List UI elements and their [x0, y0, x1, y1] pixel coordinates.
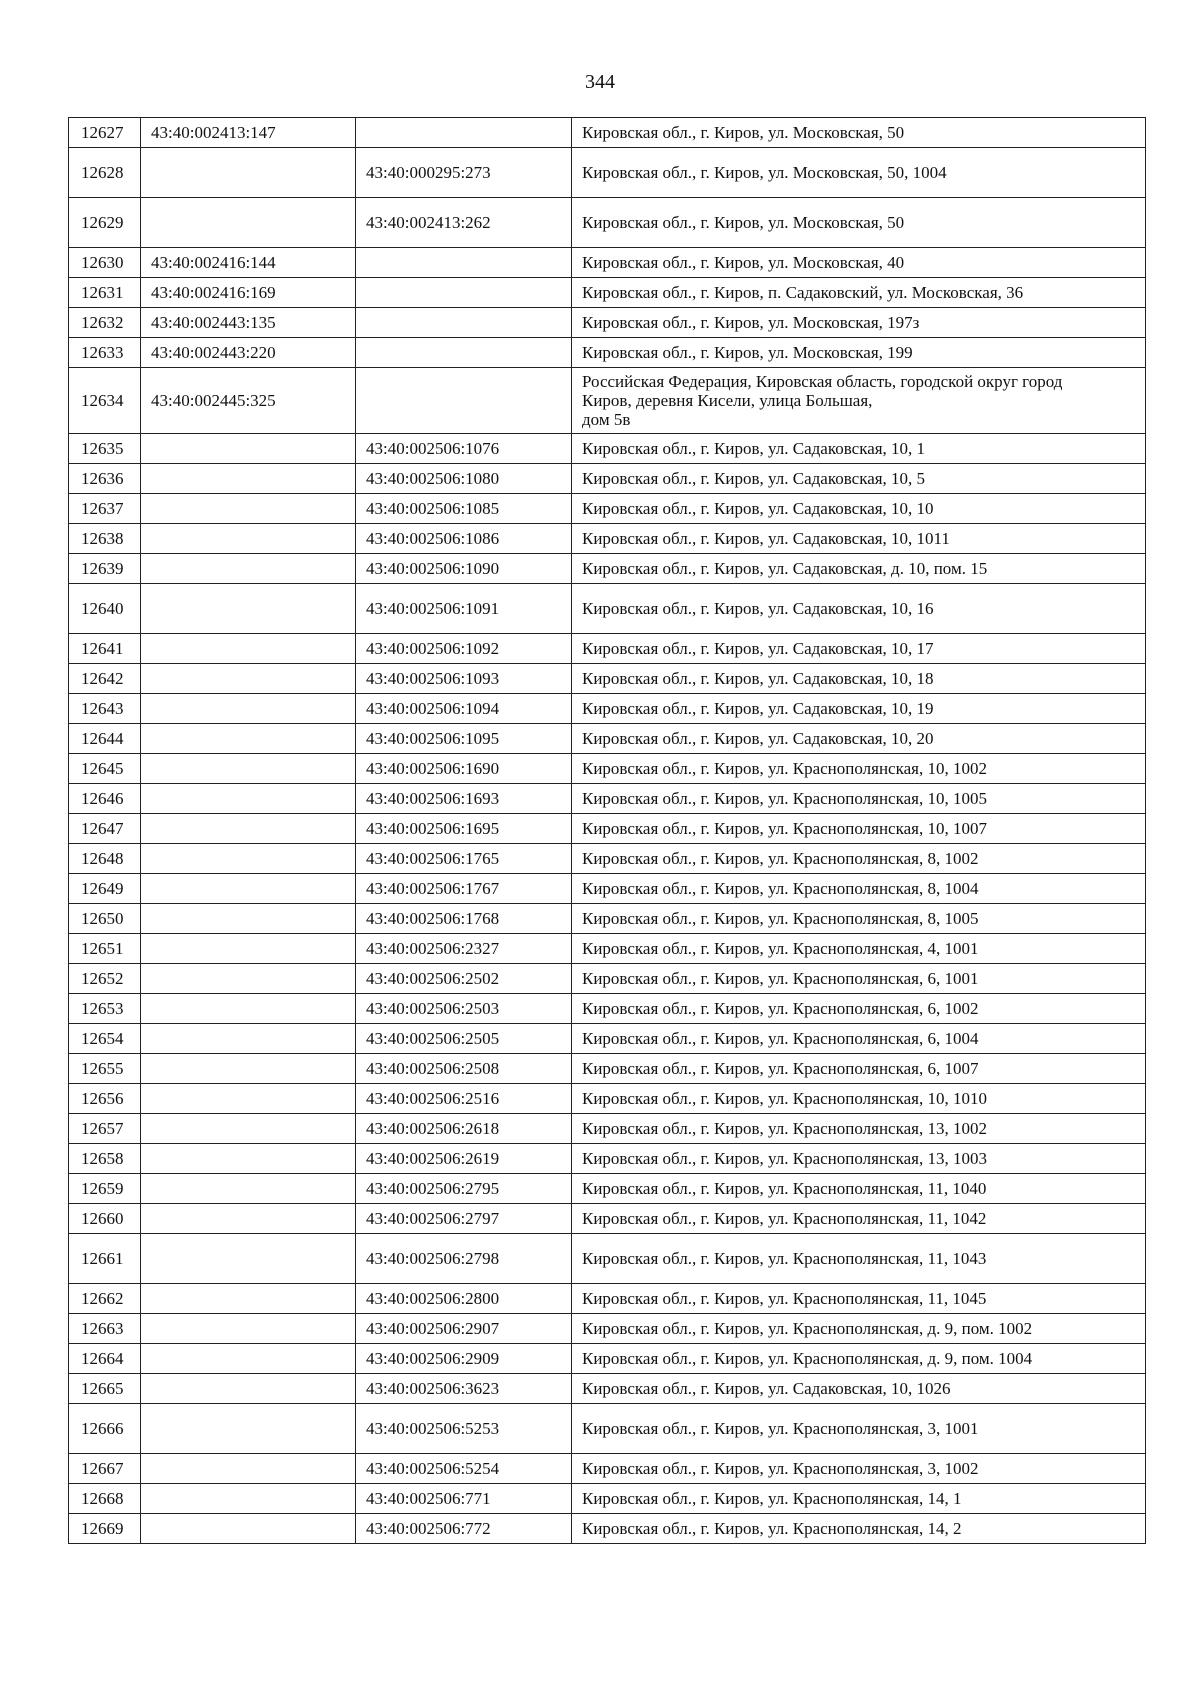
table-row — [69, 1484, 1146, 1514]
object-cadastral-number: 43:40:002506:771 — [356, 1484, 572, 1514]
address: Кировская обл., г. Киров, ул. Краснополянская, 10, 1007 — [572, 814, 1146, 844]
row-number: 12635 — [69, 434, 141, 464]
table-row — [69, 118, 1146, 148]
land-cadastral-number — [141, 1374, 356, 1404]
address: Кировская обл., г. Киров, ул. Садаковская, 10, 5 — [572, 464, 1146, 494]
address: Кировская обл., г. Киров, ул. Краснополянская, 10, 1005 — [572, 784, 1146, 814]
object-cadastral-number: 43:40:002506:1093 — [356, 664, 572, 694]
address: Кировская обл., г. Киров, ул. Краснополянская, 14, 1 — [572, 1484, 1146, 1514]
table-row — [69, 994, 1146, 1024]
object-cadastral-number: 43:40:002506:5254 — [356, 1454, 572, 1484]
address: Кировская обл., г. Киров, ул. Краснополянская, 11, 1043 — [572, 1234, 1146, 1284]
table-row — [69, 198, 1146, 248]
table-row — [69, 148, 1146, 198]
address: Кировская обл., г. Киров, ул. Московская, 50 — [572, 118, 1146, 148]
object-cadastral-number: 43:40:000295:273 — [356, 148, 572, 198]
land-cadastral-number — [141, 934, 356, 964]
object-cadastral-number: 43:40:002506:1767 — [356, 874, 572, 904]
table-row — [69, 1084, 1146, 1114]
object-cadastral-number: 43:40:002506:2503 — [356, 994, 572, 1024]
land-cadastral-number: 43:40:002443:135 — [141, 308, 356, 338]
land-cadastral-number — [141, 1234, 356, 1284]
row-number: 12655 — [69, 1054, 141, 1084]
table-row — [69, 1514, 1146, 1544]
table-row — [69, 1174, 1146, 1204]
table-row — [69, 1054, 1146, 1084]
object-cadastral-number — [356, 368, 572, 434]
row-number: 12668 — [69, 1484, 141, 1514]
address: Кировская обл., г. Киров, ул. Краснополянская, 10, 1010 — [572, 1084, 1146, 1114]
table-row — [69, 1144, 1146, 1174]
row-number: 12628 — [69, 148, 141, 198]
land-cadastral-number — [141, 198, 356, 248]
address: Кировская обл., г. Киров, ул. Краснополянская, 4, 1001 — [572, 934, 1146, 964]
row-number: 12629 — [69, 198, 141, 248]
row-number: 12637 — [69, 494, 141, 524]
address: Кировская обл., г. Киров, ул. Краснополянская, 8, 1005 — [572, 904, 1146, 934]
address — [572, 368, 1146, 434]
row-number: 12650 — [69, 904, 141, 934]
address: Кировская обл., г. Киров, ул. Краснополянская, 13, 1003 — [572, 1144, 1146, 1174]
object-cadastral-number: 43:40:002506:2907 — [356, 1314, 572, 1344]
row-number: 12652 — [69, 964, 141, 994]
land-cadastral-number — [141, 1084, 356, 1114]
land-cadastral-number — [141, 1404, 356, 1454]
object-cadastral-number: 43:40:002506:2327 — [356, 934, 572, 964]
table-row — [69, 1454, 1146, 1484]
table-row — [69, 308, 1146, 338]
land-cadastral-number: 43:40:002413:147 — [141, 118, 356, 148]
row-number: 12648 — [69, 844, 141, 874]
row-number: 12644 — [69, 724, 141, 754]
object-cadastral-number — [356, 248, 572, 278]
land-cadastral-number — [141, 148, 356, 198]
land-cadastral-number — [141, 874, 356, 904]
table-row — [69, 634, 1146, 664]
row-number: 12658 — [69, 1144, 141, 1174]
land-cadastral-number — [141, 1514, 356, 1544]
land-cadastral-number — [141, 554, 356, 584]
table-row — [69, 1284, 1146, 1314]
table-row — [69, 1114, 1146, 1144]
table-row — [69, 814, 1146, 844]
object-cadastral-number: 43:40:002506:1091 — [356, 584, 572, 634]
table-row — [69, 844, 1146, 874]
land-cadastral-number — [141, 904, 356, 934]
table-row — [69, 1024, 1146, 1054]
object-cadastral-number: 43:40:002506:1693 — [356, 784, 572, 814]
object-cadastral-number — [356, 118, 572, 148]
land-cadastral-number — [141, 814, 356, 844]
row-number: 12669 — [69, 1514, 141, 1544]
object-cadastral-number: 43:40:002506:772 — [356, 1514, 572, 1544]
row-number: 12636 — [69, 464, 141, 494]
address: Кировская обл., г. Киров, ул. Садаковская, 10, 1 — [572, 434, 1146, 464]
land-cadastral-number — [141, 964, 356, 994]
object-cadastral-number: 43:40:002413:262 — [356, 198, 572, 248]
address: Кировская обл., г. Киров, ул. Садаковская, 10, 18 — [572, 664, 1146, 694]
row-number: 12662 — [69, 1284, 141, 1314]
registry-table-body — [69, 118, 1146, 1544]
object-cadastral-number: 43:40:002506:2797 — [356, 1204, 572, 1234]
object-cadastral-number: 43:40:002506:1094 — [356, 694, 572, 724]
object-cadastral-number: 43:40:002506:1090 — [356, 554, 572, 584]
address: Кировская обл., г. Киров, ул. Краснополянская, 6, 1001 — [572, 964, 1146, 994]
address: Кировская обл., г. Киров, ул. Садаковская, 10, 1011 — [572, 524, 1146, 554]
row-number: 12640 — [69, 584, 141, 634]
object-cadastral-number: 43:40:002506:1768 — [356, 904, 572, 934]
table-row — [69, 1344, 1146, 1374]
table-row — [69, 664, 1146, 694]
object-cadastral-number: 43:40:002506:1690 — [356, 754, 572, 784]
address-line: Киров, деревня Кисели, улица Большая, — [582, 391, 873, 410]
land-cadastral-number — [141, 754, 356, 784]
address: Кировская обл., г. Киров, ул. Садаковская, 10, 17 — [572, 634, 1146, 664]
row-number: 12667 — [69, 1454, 141, 1484]
land-cadastral-number: 43:40:002416:144 — [141, 248, 356, 278]
table-row — [69, 904, 1146, 934]
table-row — [69, 464, 1146, 494]
table-row — [69, 524, 1146, 554]
table-row — [69, 934, 1146, 964]
row-number: 12660 — [69, 1204, 141, 1234]
object-cadastral-number: 43:40:002506:2618 — [356, 1114, 572, 1144]
land-cadastral-number — [141, 584, 356, 634]
row-number: 12630 — [69, 248, 141, 278]
object-cadastral-number — [356, 338, 572, 368]
table-row — [69, 1404, 1146, 1454]
object-cadastral-number: 43:40:002506:1092 — [356, 634, 572, 664]
address: Кировская обл., г. Киров, ул. Краснополянская, 8, 1004 — [572, 874, 1146, 904]
row-number: 12631 — [69, 278, 141, 308]
land-cadastral-number — [141, 1054, 356, 1084]
land-cadastral-number — [141, 1024, 356, 1054]
object-cadastral-number: 43:40:002506:2798 — [356, 1234, 572, 1284]
row-number: 12656 — [69, 1084, 141, 1114]
land-cadastral-number — [141, 464, 356, 494]
land-cadastral-number — [141, 694, 356, 724]
address: Кировская обл., г. Киров, ул. Садаковская, 10, 10 — [572, 494, 1146, 524]
land-cadastral-number — [141, 494, 356, 524]
row-number: 12649 — [69, 874, 141, 904]
address: Кировская обл., г. Киров, ул. Краснополянская, 3, 1002 — [572, 1454, 1146, 1484]
object-cadastral-number: 43:40:002506:2505 — [356, 1024, 572, 1054]
land-cadastral-number: 43:40:002416:169 — [141, 278, 356, 308]
land-cadastral-number — [141, 1144, 356, 1174]
land-cadastral-number — [141, 434, 356, 464]
row-number: 12638 — [69, 524, 141, 554]
table-row — [69, 1374, 1146, 1404]
registry-table — [68, 117, 1146, 1544]
address: Кировская обл., г. Киров, ул. Краснополянская, 6, 1002 — [572, 994, 1146, 1024]
land-cadastral-number — [141, 634, 356, 664]
land-cadastral-number — [141, 1204, 356, 1234]
land-cadastral-number — [141, 724, 356, 754]
land-cadastral-number: 43:40:002443:220 — [141, 338, 356, 368]
land-cadastral-number — [141, 784, 356, 814]
row-number: 12641 — [69, 634, 141, 664]
table-row — [69, 248, 1146, 278]
object-cadastral-number: 43:40:002506:2516 — [356, 1084, 572, 1114]
object-cadastral-number — [356, 278, 572, 308]
land-cadastral-number — [141, 1484, 356, 1514]
address: Кировская обл., г. Киров, ул. Московская, 197з — [572, 308, 1146, 338]
address: Кировская обл., г. Киров, ул. Московская, 40 — [572, 248, 1146, 278]
row-number: 12646 — [69, 784, 141, 814]
row-number: 12653 — [69, 994, 141, 1024]
address: Кировская обл., г. Киров, ул. Садаковская, д. 10, пом. 15 — [572, 554, 1146, 584]
land-cadastral-number — [141, 1284, 356, 1314]
table-row — [69, 1234, 1146, 1284]
address: Кировская обл., г. Киров, ул. Краснополянская, 10, 1002 — [572, 754, 1146, 784]
table-row — [69, 874, 1146, 904]
object-cadastral-number: 43:40:002506:2909 — [356, 1344, 572, 1374]
land-cadastral-number — [141, 524, 356, 554]
object-cadastral-number: 43:40:002506:1076 — [356, 434, 572, 464]
address: Кировская обл., г. Киров, ул. Краснополянская, 13, 1002 — [572, 1114, 1146, 1144]
object-cadastral-number: 43:40:002506:1695 — [356, 814, 572, 844]
land-cadastral-number: 43:40:002445:325 — [141, 368, 356, 434]
table-row — [69, 1314, 1146, 1344]
object-cadastral-number: 43:40:002506:1080 — [356, 464, 572, 494]
land-cadastral-number — [141, 1454, 356, 1484]
table-row — [69, 584, 1146, 634]
row-number: 12651 — [69, 934, 141, 964]
table-row — [69, 694, 1146, 724]
address: Кировская обл., г. Киров, ул. Садаковская, 10, 19 — [572, 694, 1146, 724]
row-number: 12654 — [69, 1024, 141, 1054]
row-number: 12627 — [69, 118, 141, 148]
page-number: 344 — [585, 71, 615, 93]
address: Кировская обл., г. Киров, ул. Садаковская, 10, 16 — [572, 584, 1146, 634]
row-number: 12639 — [69, 554, 141, 584]
address-line: дом 5в — [582, 410, 631, 429]
address: Кировская обл., г. Киров, п. Садаковский, ул. Московская, 36 — [572, 278, 1146, 308]
row-number: 12643 — [69, 694, 141, 724]
address-line: Российская Федерация, Кировская область, городской округ город — [582, 372, 1063, 391]
land-cadastral-number — [141, 1174, 356, 1204]
address: Кировская обл., г. Киров, ул. Московская, 50 — [572, 198, 1146, 248]
address: Кировская обл., г. Киров, ул. Краснополянская, 14, 2 — [572, 1514, 1146, 1544]
table-row — [69, 724, 1146, 754]
object-cadastral-number: 43:40:002506:1095 — [356, 724, 572, 754]
row-number: 12657 — [69, 1114, 141, 1144]
address: Кировская обл., г. Киров, ул. Краснополянская, 11, 1042 — [572, 1204, 1146, 1234]
table-row — [69, 434, 1146, 464]
object-cadastral-number: 43:40:002506:2800 — [356, 1284, 572, 1314]
row-number: 12633 — [69, 338, 141, 368]
address: Кировская обл., г. Киров, ул. Краснополянская, 11, 1040 — [572, 1174, 1146, 1204]
address: Кировская обл., г. Киров, ул. Краснополянская, 6, 1004 — [572, 1024, 1146, 1054]
row-number: 12647 — [69, 814, 141, 844]
table-row — [69, 784, 1146, 814]
table-row — [69, 554, 1146, 584]
row-number: 12664 — [69, 1344, 141, 1374]
address: Кировская обл., г. Киров, ул. Краснополянская, 11, 1045 — [572, 1284, 1146, 1314]
land-cadastral-number — [141, 664, 356, 694]
address: Кировская обл., г. Киров, ул. Московская, 50, 1004 — [572, 148, 1146, 198]
table-row — [69, 494, 1146, 524]
row-number: 12642 — [69, 664, 141, 694]
row-number: 12645 — [69, 754, 141, 784]
object-cadastral-number — [356, 308, 572, 338]
row-number: 12634 — [69, 368, 141, 434]
table-row — [69, 368, 1146, 434]
object-cadastral-number: 43:40:002506:2508 — [356, 1054, 572, 1084]
row-number: 12665 — [69, 1374, 141, 1404]
table-row — [69, 964, 1146, 994]
land-cadastral-number — [141, 1344, 356, 1374]
object-cadastral-number: 43:40:002506:2619 — [356, 1144, 572, 1174]
row-number: 12661 — [69, 1234, 141, 1284]
address: Кировская обл., г. Киров, ул. Садаковская, 10, 20 — [572, 724, 1146, 754]
object-cadastral-number: 43:40:002506:5253 — [356, 1404, 572, 1454]
row-number: 12659 — [69, 1174, 141, 1204]
address: Кировская обл., г. Киров, ул. Краснополянская, 8, 1002 — [572, 844, 1146, 874]
address: Кировская обл., г. Киров, ул. Краснополянская, д. 9, пом. 1004 — [572, 1344, 1146, 1374]
row-number: 12663 — [69, 1314, 141, 1344]
address: Кировская обл., г. Киров, ул. Московская, 199 — [572, 338, 1146, 368]
address: Кировская обл., г. Киров, ул. Краснополянская, 6, 1007 — [572, 1054, 1146, 1084]
row-number: 12666 — [69, 1404, 141, 1454]
address: Кировская обл., г. Киров, ул. Краснополянская, 3, 1001 — [572, 1404, 1146, 1454]
object-cadastral-number: 43:40:002506:1085 — [356, 494, 572, 524]
land-cadastral-number — [141, 1314, 356, 1344]
land-cadastral-number — [141, 844, 356, 874]
object-cadastral-number: 43:40:002506:2795 — [356, 1174, 572, 1204]
object-cadastral-number: 43:40:002506:1086 — [356, 524, 572, 554]
table-row — [69, 1204, 1146, 1234]
address: Кировская обл., г. Киров, ул. Краснополянская, д. 9, пом. 1002 — [572, 1314, 1146, 1344]
table-row — [69, 338, 1146, 368]
object-cadastral-number: 43:40:002506:1765 — [356, 844, 572, 874]
land-cadastral-number — [141, 1114, 356, 1144]
object-cadastral-number: 43:40:002506:2502 — [356, 964, 572, 994]
row-number: 12632 — [69, 308, 141, 338]
land-cadastral-number — [141, 994, 356, 1024]
object-cadastral-number: 43:40:002506:3623 — [356, 1374, 572, 1404]
address: Кировская обл., г. Киров, ул. Садаковская, 10, 1026 — [572, 1374, 1146, 1404]
table-row — [69, 754, 1146, 784]
table-row — [69, 278, 1146, 308]
